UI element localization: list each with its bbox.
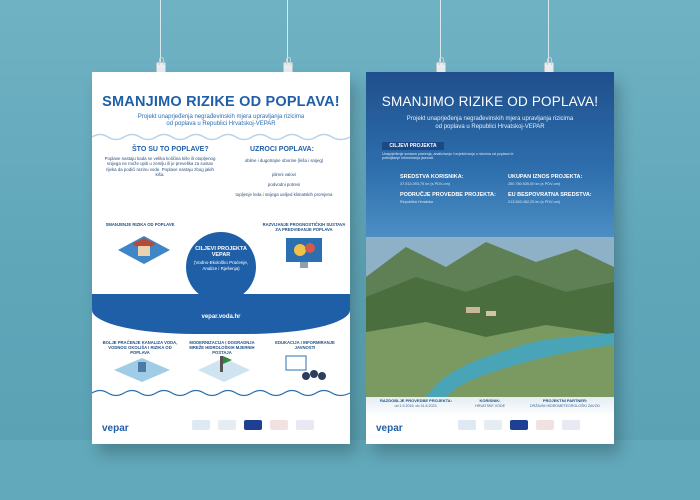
station-illustration — [196, 354, 252, 384]
right-subtitle-line-2: od poplava u Republici Hrvatskoj-VEPAR — [435, 123, 545, 130]
left-subtitle-line-2: od poplava u Republici Hrvatskoj-VEPAR — [166, 121, 276, 127]
goals-heading: CILJEVI PROJEKTA — [382, 142, 444, 150]
partner-logo — [296, 420, 314, 430]
beneficiary-value: HRVATSKE VODE — [475, 404, 505, 408]
period-label: RAZDOBLJE PROVEDBE PROJEKTA: — [380, 398, 452, 403]
cause-4: topljenje leda i snijega uslijed klimatskih promjena — [235, 192, 333, 197]
eu-flag-icon — [510, 420, 528, 430]
partner-logo — [218, 420, 236, 430]
user-funds-value: 37.513.393,75 kn (s PDV-om) — [400, 182, 451, 186]
user-funds-label: SREDSTVA KORISNIKA: — [400, 174, 464, 180]
project-url[interactable]: vepar.voda.hr — [201, 314, 241, 320]
beneficiary-label: KORISNIK: — [479, 398, 501, 403]
total-amount-label: UKUPAN IZNOS PROJEKTA: — [508, 174, 583, 180]
item-reduce-risk: SMANJENJE RIZIKA OD POPLAVE — [105, 222, 175, 227]
vepar-logo — [376, 423, 403, 434]
right-poster — [366, 72, 614, 444]
item-stations: MODERNIZACIJA I DOGRADNJA MREŽE HIDROLOŠKIH MJERNIH POSTAJA — [189, 340, 255, 355]
left-poster-subtitle — [108, 114, 334, 128]
what-heading: ŠTO SU TO POPLAVE? — [132, 146, 209, 153]
partner-value: DRŽAVNI HIDROMETEOROLOŠKI ZAVOD — [530, 404, 600, 408]
what-text: Poplave nastaju kada se velika količina kiše ili otopljenog snijega ne može upiti u zemlju ili je prevelika za sustav rijeka da podići razinu vode. Poplave nastaju zbog jakih kiša. — [104, 156, 216, 178]
goal-text: (Vodno-Ekološko Praćenje, Analize i Rješenja) — [193, 260, 249, 271]
period-value: od 1.9.2016. do 31.8.2023. — [394, 404, 438, 408]
landscape-photo — [366, 237, 614, 397]
item-forecast: RAZVIJANJE PROGNOSTIČKIH SUSTAVA ZA PREDVIĐANJE POPLAVA — [262, 222, 346, 232]
partner-logo — [536, 420, 554, 430]
vepar-logo-text: vepar — [376, 423, 403, 434]
wave-divider — [92, 132, 350, 142]
education-illustration — [280, 354, 334, 384]
vepar-logo-text: vepar — [102, 423, 129, 434]
right-poster-subtitle — [384, 116, 596, 131]
item-education: EDUKACIJA I INFORMIRANJE JAVNOSTI — [275, 340, 335, 350]
cause-1: obilne i dugotrajne oborine (kiša i snijeg) — [244, 158, 324, 163]
area-label: PODRUČJE PROVEDBE PROJEKTA: — [400, 192, 496, 198]
cause-3: podvodni potresi — [267, 182, 301, 187]
left-poster-title: SMANJIMO RIZIKE OD POPLAVA! — [102, 94, 340, 110]
right-poster-title: SMANJIMO RIZIKE OD POPLAVA! — [381, 94, 599, 109]
partner-logo — [458, 420, 476, 430]
monitoring-illustration — [112, 356, 172, 384]
eu-funds-value: 213.563.462,25 kn (s PDV-om) — [508, 200, 561, 204]
area-value: Republika Hrvatska — [400, 200, 433, 204]
forecast-screen-illustration — [280, 234, 330, 274]
partner-logo — [192, 420, 210, 430]
causes-heading: UZROCI POPLAVA: — [250, 146, 314, 153]
partner-logo — [562, 420, 580, 430]
item-monitoring: BOLJE PRAĆENJE KANALIZA VODA, VODNOG OKOLIŠA I RIZIKA OD POPLAVA — [102, 340, 178, 355]
left-poster — [92, 72, 350, 444]
right-subtitle-line-1: Projekt unaprjeđenja negrađevinskih mjera upravljanja rizicima — [406, 116, 574, 122]
floor — [0, 440, 700, 500]
partner-logo — [484, 420, 502, 430]
goals-circle — [186, 232, 256, 302]
partner-label: PROJEKTNI PARTNER: — [542, 398, 588, 403]
flooded-house-illustration — [114, 232, 174, 272]
cause-2: plimni valovi — [272, 172, 296, 177]
wave-divider — [92, 388, 350, 398]
partner-logo — [270, 420, 288, 430]
goals-text: Unaprjeđenje sustava praćenja, analiziranja i izvješćivanja o rizicima od poplava te poboljšanje informiranja javnosti. — [382, 152, 514, 161]
vepar-logo — [102, 423, 129, 434]
partner-logos — [192, 420, 342, 430]
left-subtitle-line-1: Projekt unaprjeđenja negrađevinskih mjera upravljanja rizicima — [137, 114, 305, 120]
partner-logos — [458, 420, 608, 430]
eu-flag-icon — [244, 420, 262, 430]
eu-funds-label: EU BESPOVRATNA SREDSTVA: — [508, 192, 592, 198]
total-amount-value: 250.780.926,00 kn (s PDV-om) — [508, 182, 561, 186]
goal-heading: CILJEVI PROJEKTA VEPAR — [195, 246, 247, 258]
